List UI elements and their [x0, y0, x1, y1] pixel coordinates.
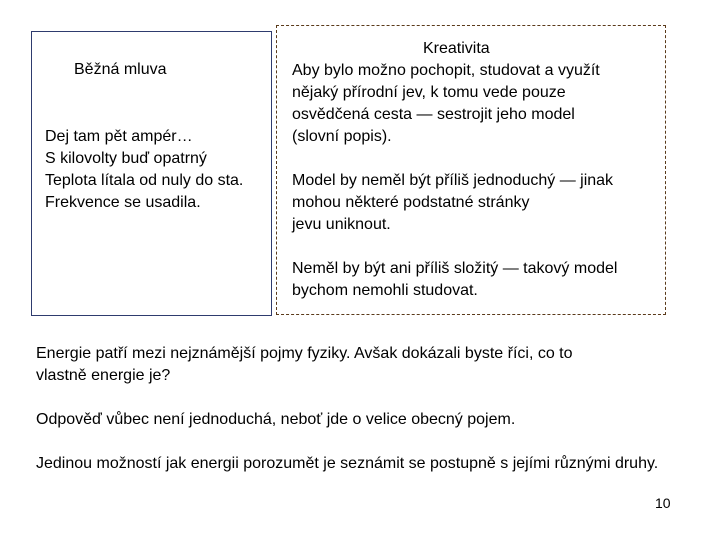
- speech-example-line: Teplota lítala od nuly do sta.: [45, 172, 244, 189]
- common-speech-heading: Běžná mluva: [74, 61, 167, 78]
- complexity-paragraph-line: Neměl by být ani příliš složitý — takový model: [292, 260, 618, 277]
- energy-types-paragraph: Jedinou možností jak energii porozumět je seznámit se postupně s jejími různými druhy.: [36, 455, 659, 472]
- energy-answer-paragraph: Odpověď vůbec není jednoduchá, neboť jde o velice obecný pojem.: [36, 411, 516, 428]
- simplicity-paragraph-line: mohou některé podstatné stránky: [292, 194, 530, 211]
- model-paragraph-line: nějaký přírodní jev, k tomu vede pouze: [292, 84, 566, 101]
- simplicity-paragraph-line: jevu uniknout.: [292, 216, 391, 233]
- creativity-title: Kreativita: [423, 40, 490, 57]
- model-paragraph-line: osvědčená cesta — sestrojit jeho model: [292, 106, 575, 123]
- speech-example-line: S kilovolty buď opatrný: [45, 150, 207, 167]
- complexity-paragraph-line: bychom nemohli studovat.: [292, 282, 478, 299]
- speech-example-line: Frekvence se usadila.: [45, 194, 201, 211]
- simplicity-paragraph-line: Model by neměl být příliš jednoduchý — jinak: [292, 172, 614, 189]
- model-paragraph-line: (slovní popis).: [292, 128, 392, 145]
- model-paragraph-line: Aby bylo možno pochopit, studovat a využít: [292, 62, 600, 79]
- energy-intro-paragraph: Energie patří mezi nejznámější pojmy fyziky. Avšak dokázali byste říci, co to vlastně energie je?: [36, 345, 573, 384]
- page-number: 10: [655, 495, 671, 511]
- speech-example-line: Dej tam pět ampér…: [45, 128, 193, 145]
